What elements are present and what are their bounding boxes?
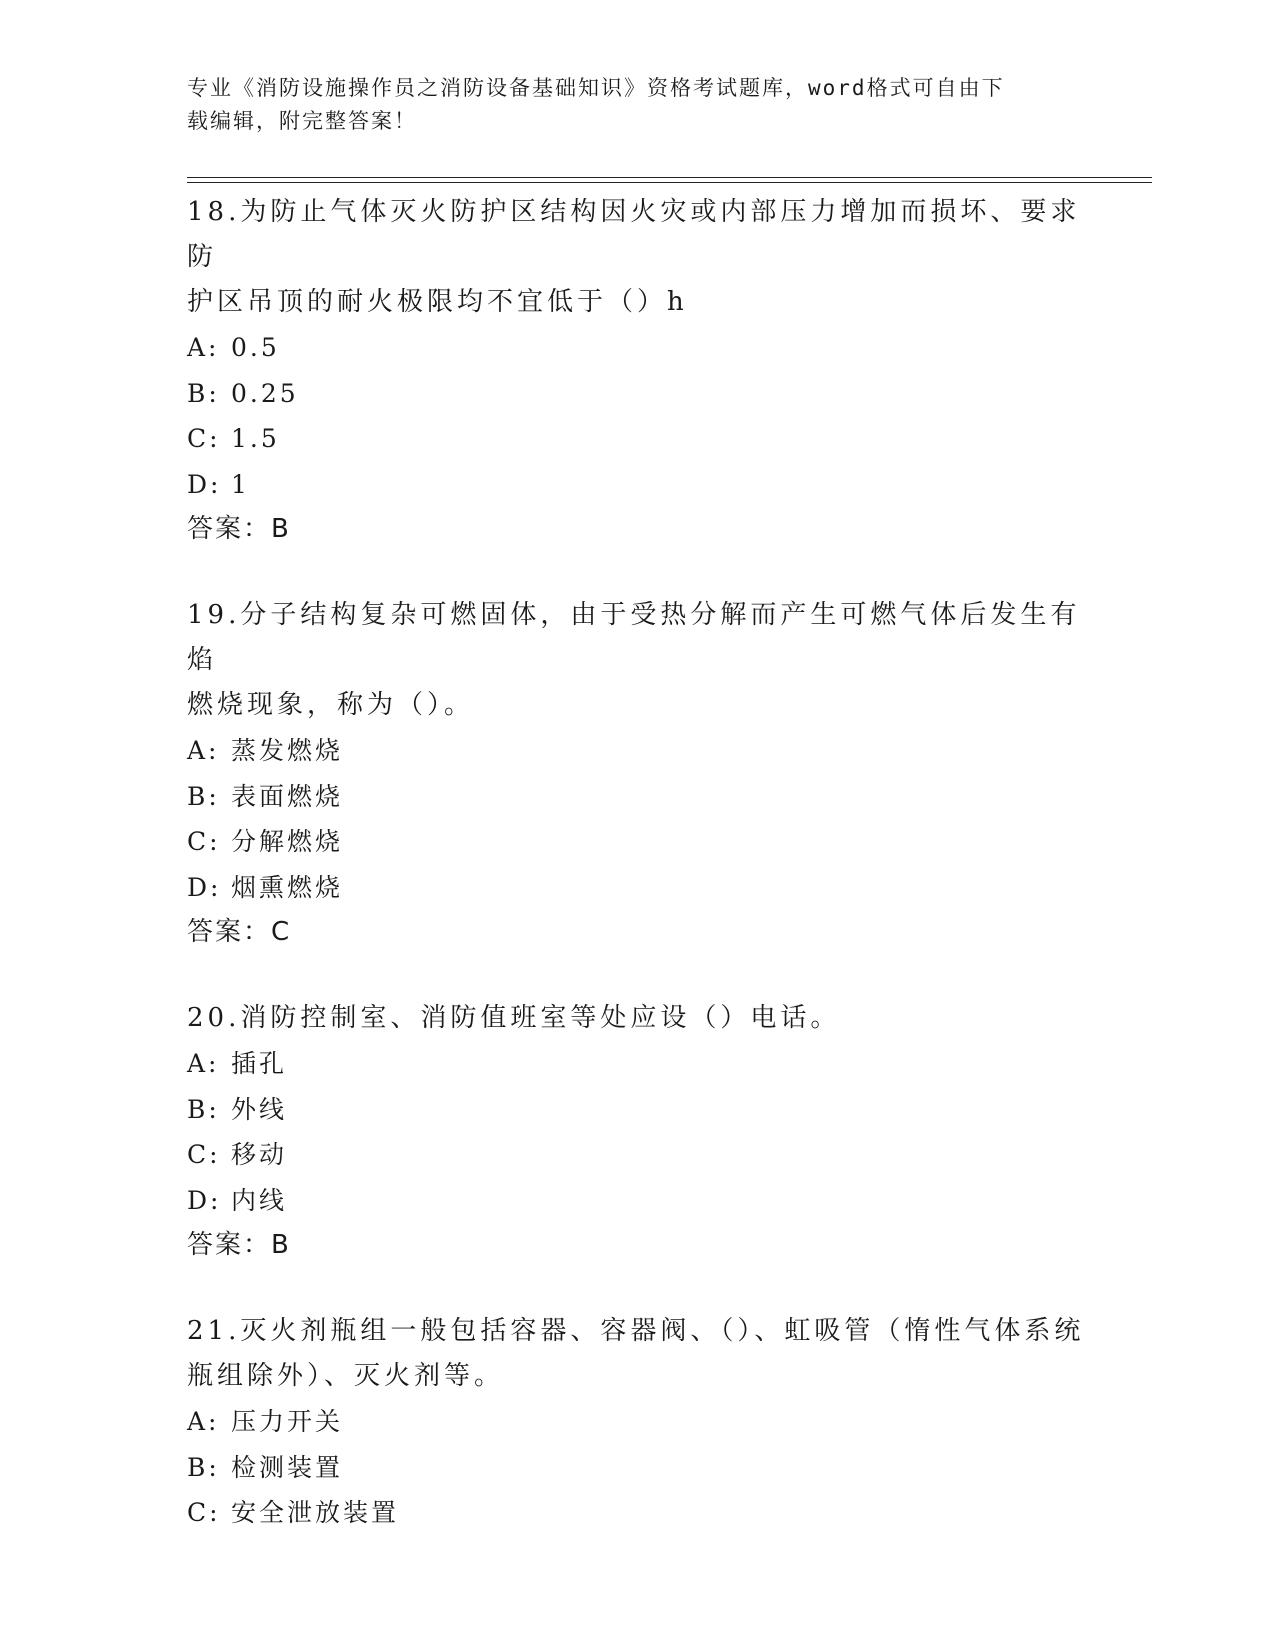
answer-key: 答案：B xyxy=(187,1230,291,1260)
option-text: 移动 xyxy=(231,1140,288,1169)
question-text: 19.分子结构复杂可燃固体，由于受热分解而产生可燃气体后发生有焰 xyxy=(187,600,1081,675)
answer-option xyxy=(187,1445,1087,1491)
question-list xyxy=(187,190,1087,1578)
answer-option xyxy=(187,1041,1087,1087)
answer-option xyxy=(187,371,1087,417)
answer-option xyxy=(187,1087,1087,1133)
option-text: 0.5 xyxy=(231,333,280,362)
header-divider-bottom xyxy=(187,182,1152,183)
option-letter: A: xyxy=(187,333,220,362)
option-text: 蒸发燃烧 xyxy=(231,736,344,765)
answer-option xyxy=(187,774,1087,820)
option-letter: C: xyxy=(187,1498,221,1527)
header-line-2: 载编辑，附完整答案！ xyxy=(187,109,417,133)
option-text: 插孔 xyxy=(231,1049,288,1078)
question-text: 瓶组除外）、灭火剂等。 xyxy=(187,1361,505,1391)
question-text: 20.消防控制室、消防值班室等处应设（）电话。 xyxy=(187,1003,841,1033)
option-letter: D: xyxy=(187,469,222,499)
option-letter: C: xyxy=(187,424,221,453)
option-text: 0.25 xyxy=(231,378,299,408)
question-text: 21.灭火剂瓶组一般包括容器、容器阀、（）、虹吸管（惰性气体系统 xyxy=(187,1316,1085,1346)
option-letter: B: xyxy=(187,378,220,408)
option-text: 1 xyxy=(231,469,250,499)
option-letter: C: xyxy=(187,827,221,856)
header-divider-top xyxy=(187,177,1152,178)
option-text: 1.5 xyxy=(231,424,280,453)
option-text: 表面燃烧 xyxy=(231,781,344,811)
option-letter: A: xyxy=(187,1049,220,1078)
question-block xyxy=(187,1309,1087,1536)
answer-option xyxy=(187,819,1087,865)
question-block xyxy=(187,996,1087,1267)
question-block xyxy=(187,593,1087,954)
option-letter: B: xyxy=(187,781,220,811)
answer-option xyxy=(187,462,1087,508)
answer-option xyxy=(187,1178,1087,1224)
question-text: 18.为防止气体灭火防护区结构因火灾或内部压力增加而损坏、要求防 xyxy=(187,197,1081,272)
answer-option xyxy=(187,865,1087,911)
question-text: 护区吊顶的耐火极限均不宜低于（）h xyxy=(187,287,688,317)
answer-option xyxy=(187,728,1087,774)
option-text: 压力开关 xyxy=(231,1407,344,1436)
answer-key: 答案：C xyxy=(187,917,292,947)
answer-option xyxy=(187,1399,1087,1445)
option-letter: A: xyxy=(187,1407,220,1436)
option-letter: B: xyxy=(187,1452,220,1482)
answer-key: 答案：B xyxy=(187,514,291,544)
answer-option xyxy=(187,1490,1087,1536)
answer-option xyxy=(187,416,1087,462)
option-text: 外线 xyxy=(231,1094,288,1124)
option-text: 烟熏燃烧 xyxy=(231,872,344,902)
option-letter: D: xyxy=(187,872,222,902)
answer-option xyxy=(187,1132,1087,1178)
option-text: 分解燃烧 xyxy=(231,827,344,856)
option-letter: A: xyxy=(187,736,220,765)
option-letter: B: xyxy=(187,1094,220,1124)
option-letter: C: xyxy=(187,1140,221,1169)
option-text: 内线 xyxy=(231,1185,288,1215)
answer-option xyxy=(187,325,1087,371)
option-text: 检测装置 xyxy=(231,1452,344,1482)
option-text: 安全泄放装置 xyxy=(231,1498,400,1527)
question-block xyxy=(187,190,1087,551)
option-letter: D: xyxy=(187,1185,222,1215)
document-header xyxy=(187,72,1067,138)
header-line-1: 专业《消防设施操作员之消防设备基础知识》资格考试题库，word格式可自由下 xyxy=(187,76,1005,100)
question-text: 燃烧现象，称为（）。 xyxy=(187,690,475,720)
